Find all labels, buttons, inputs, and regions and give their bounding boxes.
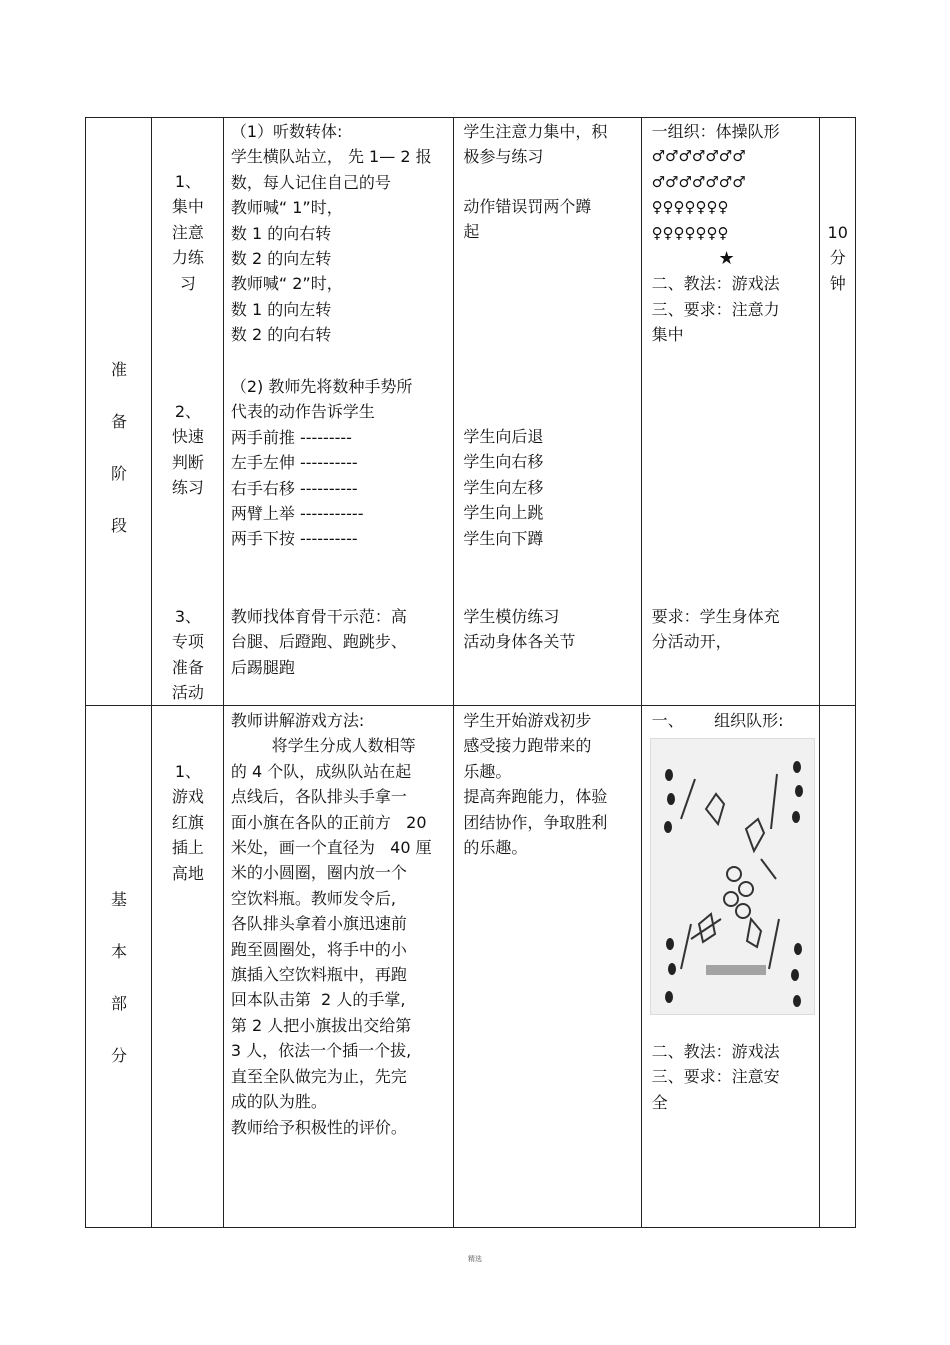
text-line: 学生向上跳 xyxy=(463,503,544,523)
text-line: 集中 xyxy=(651,325,684,345)
text-line: 旗插入空饮料瓶中，再跑 xyxy=(230,965,407,985)
item-label-line: 力练 xyxy=(171,248,204,268)
stage-char: 本 xyxy=(110,942,127,961)
main-teacher-cell xyxy=(223,706,453,1228)
prep-time-cell xyxy=(819,118,855,706)
text-line: 米处，画一个直径为 40 厘 xyxy=(230,838,432,858)
item-label-line: 准备 xyxy=(171,657,204,677)
text-line: 提高奔跑能力，体验 xyxy=(463,787,608,807)
text-line: （2) 教师先将数种手势所 xyxy=(230,377,413,396)
item-label-line: 习 xyxy=(179,273,196,293)
text-line: 活动身体各关节 xyxy=(463,632,576,652)
text-line: 各队排头拿着小旗迅速前 xyxy=(230,914,407,934)
item-label-line: 注意 xyxy=(171,222,204,242)
teacher-star-icon: ★ xyxy=(718,248,735,270)
item-label-line: 2、 xyxy=(174,402,202,421)
text-line: 直至全队做完为止，先完 xyxy=(230,1066,407,1086)
text-line: 回本队击第 2 人的手掌, xyxy=(230,990,406,1010)
text-line: 教师找体育骨干示范：高 xyxy=(230,607,407,626)
item-label-line: 红旗 xyxy=(171,812,204,832)
text-line: 团结协作，争取胜利 xyxy=(463,812,608,832)
text-line: 乐趣。 xyxy=(463,761,512,781)
text-line: 全 xyxy=(651,1092,668,1112)
item-label-line: 练习 xyxy=(171,478,204,498)
formation-symbols xyxy=(652,144,802,246)
main-time-cell xyxy=(819,706,855,1228)
duration-label xyxy=(820,220,856,296)
student-attention xyxy=(463,119,607,170)
text-line: 动作错误罚两个蹲 xyxy=(463,197,592,216)
teacher-counting-turn xyxy=(231,119,432,348)
org-requirement-warmup xyxy=(652,604,780,655)
text-line: 分活动开， xyxy=(651,632,732,652)
item-quick-judgment xyxy=(152,399,223,501)
item-special-warmup xyxy=(152,604,223,706)
prep-teacher-cell xyxy=(223,118,453,706)
text-line: 感受接力跑带来的 xyxy=(463,736,592,756)
item-label-line: 集中 xyxy=(171,197,204,217)
text-line: 学生开始游戏初步 xyxy=(463,711,592,730)
student-responses xyxy=(463,424,543,551)
formation-row: ♀♀♀♀♀♀♀ xyxy=(651,198,729,217)
text-line: 学生注意力集中，积 xyxy=(463,122,608,141)
lesson-plan-table xyxy=(85,117,856,1228)
duration-part: 10 xyxy=(827,223,848,242)
text-line: 数 2 的向右转 xyxy=(230,325,332,345)
text-line: 两手下按 ---------- xyxy=(230,529,358,549)
item-red-flag-game xyxy=(152,759,223,886)
text-line: 台腿、后蹬跑、跑跳步、 xyxy=(230,632,407,652)
prep-org-cell xyxy=(641,118,819,706)
stage-char: 部 xyxy=(110,994,127,1013)
item-label-line: 专项 xyxy=(171,632,204,652)
text-line: 教师讲解游戏方法: xyxy=(230,711,365,730)
prep-row xyxy=(86,118,856,706)
prep-student-cell xyxy=(454,118,641,706)
text-line: 教师喊“ 1”时， xyxy=(230,198,343,218)
stage-char: 段 xyxy=(110,516,127,535)
main-item-cell xyxy=(152,706,223,1228)
text-line: 代表的动作告诉学生 xyxy=(230,402,375,422)
item-label-line: 1、 xyxy=(174,172,202,191)
formation-diagram-image xyxy=(650,738,815,1015)
main-org-cell xyxy=(641,706,819,1228)
main-stage-label xyxy=(86,874,152,1082)
text-line: 空饮料瓶。教师发令后, xyxy=(230,888,396,908)
item-label-line: 3、 xyxy=(174,607,202,626)
text-line: 学生向右移 xyxy=(463,452,544,472)
text-line: 教师给予积极性的评价。 xyxy=(230,1117,407,1137)
text-line: 学生横队站立， 先 1— 2 报 xyxy=(230,147,432,167)
student-game-response xyxy=(463,708,607,860)
org-title: 一组织：体操队形 xyxy=(651,122,780,141)
text-line: 左手左伸 ---------- xyxy=(230,453,358,473)
text-line: 点线后，各队排头手拿一 xyxy=(230,787,407,807)
text-line: 数 1 的向右转 xyxy=(230,223,332,243)
text-line: 三、要求：注意安 xyxy=(651,1067,780,1087)
item-label-line: 插上 xyxy=(171,838,204,858)
text-line: 的乐趣。 xyxy=(463,838,528,858)
text-line: 学生向左移 xyxy=(463,477,544,497)
text-line: 学生向后退 xyxy=(463,427,544,446)
text-line: 学生模仿练习 xyxy=(463,607,560,626)
item-label-line: 高地 xyxy=(171,863,204,883)
stage-char: 备 xyxy=(110,412,127,431)
footer-label: 精选 xyxy=(468,1255,482,1263)
item-label-line: 判断 xyxy=(171,452,204,472)
text-line: 两手前推 --------- xyxy=(230,427,352,447)
main-org-title: 一、 组织队形: xyxy=(651,711,784,730)
formation-row: ♂♂♂♂♂♂♂ xyxy=(651,172,746,191)
text-line: 跑至圆圈处，将手中的小 xyxy=(230,939,407,959)
main-student-cell xyxy=(454,706,641,1228)
stage-char: 准 xyxy=(110,360,127,379)
student-penalty xyxy=(463,194,591,245)
text-line: 第 2 人把小旗拔出交给第 xyxy=(230,1015,412,1035)
stage-char: 阶 xyxy=(110,464,127,483)
teacher-hand-signals xyxy=(231,374,413,552)
text-line: 两臂上举 ----------- xyxy=(230,504,364,524)
text-line: 二、教法：游戏法 xyxy=(651,274,780,294)
item-label-line: 活动 xyxy=(171,683,204,703)
item-concentration xyxy=(152,169,223,296)
stage-char: 分 xyxy=(110,1046,127,1065)
teacher-game-explanation xyxy=(231,708,432,1140)
text-line: 极参与练习 xyxy=(463,147,544,167)
text-line: 教师喊“ 2”时， xyxy=(230,274,343,294)
text-line: 的 4 个队，成纵队站在起 xyxy=(230,761,412,781)
text-line: 3 人，依法一个插一个拔, xyxy=(230,1041,412,1061)
text-line: 三、要求：注意力 xyxy=(651,299,780,319)
text-line: 后踢腿跑 xyxy=(230,657,295,677)
duration-part: 分 xyxy=(829,248,846,268)
duration-part: 钟 xyxy=(829,273,846,293)
main-org-method-requirement xyxy=(652,1039,780,1115)
prep-item-cell xyxy=(152,118,223,706)
text-line: 右手右移 ---------- xyxy=(230,478,358,498)
text-line: 数 1 的向左转 xyxy=(230,299,332,319)
student-imitation xyxy=(463,604,575,655)
text-line: 成的队为胜。 xyxy=(230,1092,327,1112)
main-stage-cell xyxy=(86,706,152,1228)
main-row xyxy=(86,706,856,1228)
text-line: 数，每人记住自己的号 xyxy=(230,172,391,192)
formation-row: ♂♂♂♂♂♂♂ xyxy=(651,147,746,166)
text-line: 米的小圆圈，圈内放一个 xyxy=(230,863,407,883)
org-method-requirement xyxy=(652,271,802,347)
prep-stage-label xyxy=(86,344,152,552)
text-line: （1）听数转体: xyxy=(230,122,343,141)
text-line: 将学生分成人数相等 xyxy=(230,736,416,756)
item-label-line: 快速 xyxy=(171,427,204,447)
stage-char: 基 xyxy=(110,890,127,909)
text-line: 面小旗在各队的正前方 20 xyxy=(230,812,427,832)
text-line: 二、教法：游戏法 xyxy=(651,1042,780,1061)
text-line: 要求：学生身体充 xyxy=(651,607,780,626)
text-line: 起 xyxy=(463,222,480,242)
text-line: 数 2 的向左转 xyxy=(230,249,332,269)
prep-stage-cell xyxy=(86,118,152,706)
item-label-line: 1、 xyxy=(174,762,202,781)
text-line: 学生向下蹲 xyxy=(463,528,544,548)
formation-row: ♀♀♀♀♀♀♀ xyxy=(651,223,729,242)
teacher-demonstration xyxy=(231,604,407,680)
item-label-line: 游戏 xyxy=(171,787,204,807)
